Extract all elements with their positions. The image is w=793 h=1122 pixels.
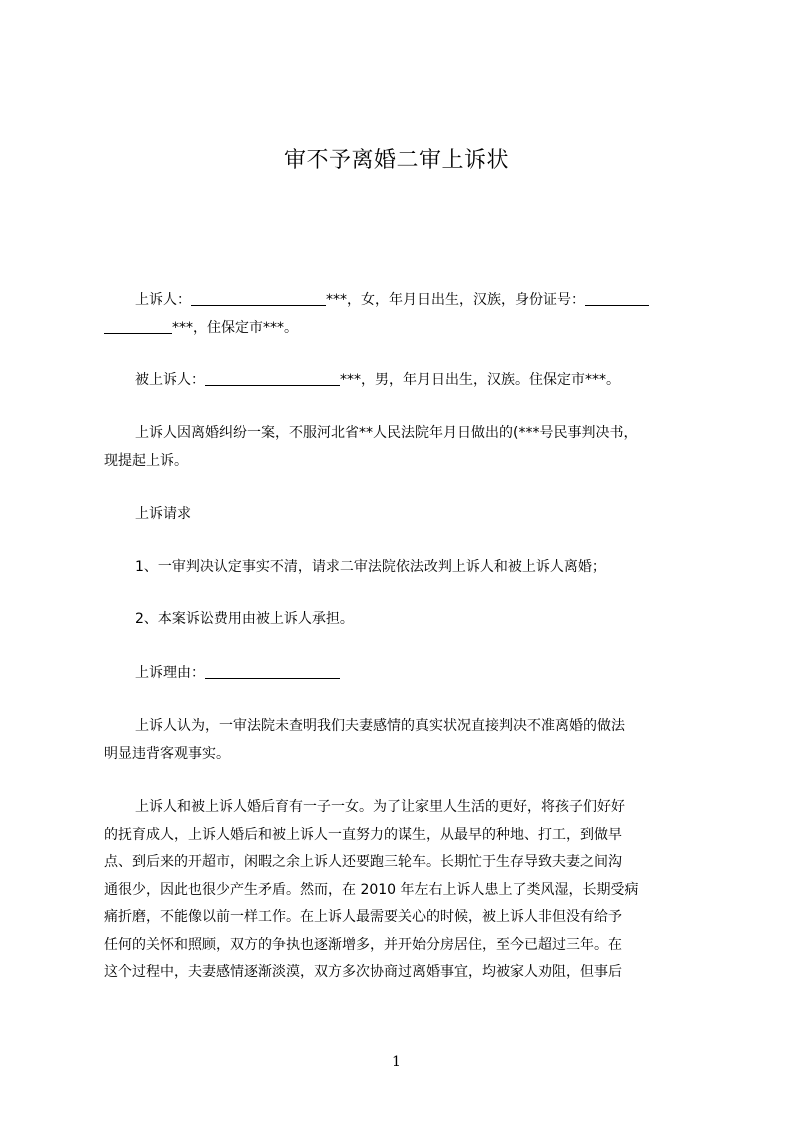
case-intro-line-2: 现提起上诉。 xyxy=(104,452,188,469)
reasons-blank xyxy=(205,663,340,679)
case-intro-line-1: 上诉人因离婚纠纷一案，不服河北省**人民法院年月日做出的(***号民事判决书， xyxy=(135,425,638,441)
reason-2-line: 点、到后来的开超市，闲暇之余上诉人还要跑三轮车。长期忙于生存导致夫妻之间沟 xyxy=(104,854,622,870)
appellant-details: ***，女，年月日出生，汉族，身份证号： xyxy=(326,292,585,308)
reason-2-line: 上诉人和被上诉人婚后育有一子一女。为了让家里人生活的更好，将孩子们好好 xyxy=(135,799,625,815)
appellant-line-1 xyxy=(104,287,700,315)
reasons-label: 上诉理由： xyxy=(135,665,205,681)
reasons-line xyxy=(104,660,700,688)
reason-1-paragraph xyxy=(104,713,700,768)
requests-heading: 上诉请求 xyxy=(135,506,191,522)
reasons-label-block xyxy=(104,660,700,688)
reason-2-line: 这个过程中，夫妻感情逐渐淡漠，双方多次协商过离婚事宜，均被家人劝阻，但事后 xyxy=(104,964,622,980)
page-number: 1 xyxy=(392,1054,401,1070)
reason-1-line-2: 明显违背客观事实。 xyxy=(104,745,230,762)
respondent-label: 被上诉人： xyxy=(135,372,205,388)
case-intro-paragraph xyxy=(104,420,700,475)
appellant-paragraph xyxy=(104,287,700,342)
respondent-line xyxy=(104,367,700,395)
respondent-details: ***，男，年月日出生，汉族。住保定市***。 xyxy=(340,372,620,388)
appellant-address: ***，住保定市***。 xyxy=(172,319,298,336)
respondent-name-blank xyxy=(205,370,340,386)
reason-2-line: 的抚育成人，上诉人婚后和被上诉人一直努力的谋生，从最早的种地、打工，到做早 xyxy=(104,826,622,843)
id-number-blank-continued xyxy=(104,318,172,334)
reason-1-line-1: 上诉人认为，一审法院未查明我们夫妻感情的真实状况直接判决不准离婚的做法 xyxy=(135,718,625,734)
reason-2-line: 通很少，因此也很少产生矛盾。然而，在 2010 年左右上诉人患上了类风湿，长期受病 xyxy=(104,881,639,898)
request-2-block xyxy=(104,606,700,634)
request-item: 2、本案诉讼费用由被上诉人承担。 xyxy=(135,611,354,627)
reason-2-line: 任何的关怀和照顾，双方的争执也逐渐增多，并开始分房居住，至今已超过三年。在 xyxy=(104,936,622,953)
requests-heading-block xyxy=(104,501,700,529)
name-blank xyxy=(191,290,326,306)
reason-2-paragraph xyxy=(104,794,700,987)
appellant-label: 上诉人： xyxy=(135,292,191,308)
document-title: 审不予离婚二审上诉状 xyxy=(283,148,509,173)
id-number-blank xyxy=(585,290,649,306)
request-1-block xyxy=(104,554,700,582)
reason-2-line: 痛折磨，不能像以前一样工作。在上诉人最需要关心的时候，被上诉人非但没有给予 xyxy=(104,909,622,925)
respondent-paragraph xyxy=(104,367,700,395)
appellant-line-2 xyxy=(104,315,700,343)
request-item: 1、一审判决认定事实不清，请求二审法院依法改判上诉人和被上诉人离婚； xyxy=(135,559,606,575)
